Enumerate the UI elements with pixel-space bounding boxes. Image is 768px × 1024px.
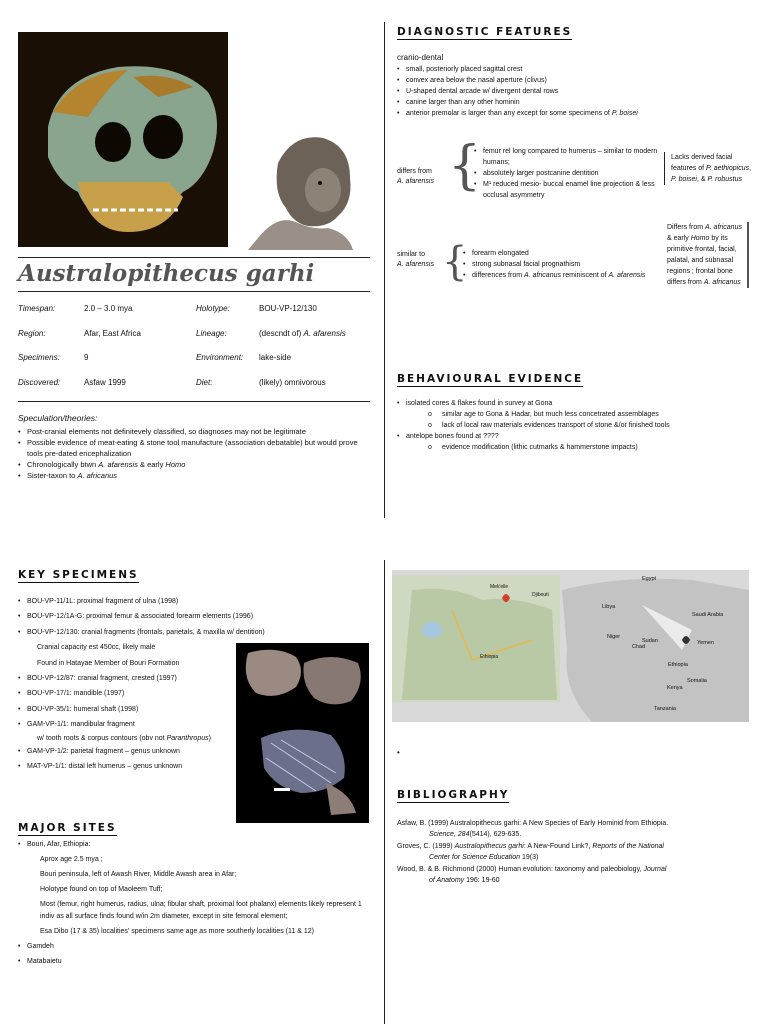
map-label: Somalia — [687, 678, 707, 684]
major-sites-heading: MAJOR SITES — [18, 822, 117, 834]
specimen-sub: w/ tooth roots & corpus contours (obv not Paranthropus) — [37, 734, 211, 742]
chrono-text: Chronologically btwn A. afarensis & early Homo — [27, 460, 186, 469]
differs-taxon: A. afarensis — [397, 178, 434, 185]
specimen-text: GAM-VP-1/1: mandibular fragment — [27, 721, 135, 729]
discovered-label: Discovered: — [18, 378, 61, 387]
map-label: Chad — [632, 644, 646, 650]
diagnostic-heading: DIAGNOSTIC FEATURES — [397, 26, 573, 38]
behaviour-item-2: antelope bones found at ???? — [406, 433, 499, 440]
lacks-derived-box: Lacks derived facial features of P. aethiopicus, P. boisei, & P. robustus — [664, 152, 753, 185]
discovered-value: Asfaw 1999 — [84, 378, 126, 387]
list-item: • BOU-VP-12/87: cranial fragment, crested (1997) — [18, 671, 318, 686]
list-item: • Possible evidence of meat-eating & stone tool manufacture (association debatable) but would prove tools pre-dated encephalization — [18, 437, 358, 459]
hominin-illustration — [238, 128, 368, 250]
map-label: Niger — [607, 634, 621, 640]
holotype-value: BOU-VP-12/130 — [259, 304, 317, 313]
speculation-heading: Speculation/theories: — [18, 413, 98, 423]
differs-text: differs from — [397, 168, 432, 175]
map-label: Kenya — [667, 685, 683, 691]
map-label: Ethiopia — [668, 662, 688, 668]
list-item: • Matabaietu — [18, 956, 370, 968]
similar-label — [397, 250, 434, 270]
list-item: • Gamdeh — [18, 941, 370, 953]
list-item: • anterior premolar is larger than any except for some specimens of P. boisei — [397, 108, 747, 119]
bibliography-list — [397, 818, 752, 886]
list-item: • absolutely larger postcanine dentition — [474, 168, 658, 179]
environment-label: Environment: — [196, 353, 244, 362]
differs-list — [474, 146, 658, 201]
list-item: • MAT-VP-1/1: distal left humerus – genus unknown — [18, 759, 318, 774]
map-label: Djibouti — [532, 592, 549, 598]
list-item — [18, 459, 358, 470]
list-item: o evidence modification (lithic cutmarks & hammerstone impacts) — [428, 442, 747, 453]
map-label: Ethiopia — [480, 654, 499, 660]
map-label: Tanzania — [654, 706, 677, 712]
specimen-text: BOU-VP-12/130: cranial fragments (frontals, parietals, & maxilla w/ dentition) — [27, 628, 265, 636]
behaviour-heading: BEHAVIOURAL EVIDENCE — [397, 373, 584, 385]
bib-entry: Groves, C. (1999) Australopithecus garhi: A New-Found Link?, Reports of the National Center for Science Education 19(3) — [397, 843, 664, 861]
diagnostic-list — [397, 64, 747, 119]
diet-value: (likely) omnivorous — [259, 378, 326, 387]
list-item — [18, 470, 358, 481]
map-label: Yemen — [697, 640, 714, 646]
list-item: • small, posteriorly placed sagittal crest — [397, 64, 747, 75]
speculation-list — [18, 426, 358, 481]
list-item — [18, 839, 370, 938]
vertical-divider-bottom — [384, 560, 385, 1024]
diet-label: Diet: — [196, 378, 213, 387]
holotype-label: Holotype: — [196, 304, 230, 313]
list-item: • strong subnasal facial prognathism — [463, 259, 653, 270]
list-item: • canine larger than any other hominin — [397, 97, 747, 108]
specimens-value: 9 — [84, 353, 89, 362]
behaviour-body — [397, 398, 747, 453]
timespan-value: 2.0 – 3.0 mya — [84, 304, 133, 313]
bullet-dot: • — [397, 748, 400, 757]
specimens-label: Specimens: — [18, 353, 60, 362]
lineage-taxon: A. afarensis — [303, 329, 346, 338]
map-label: Sudan — [642, 638, 658, 644]
list-item: • Post-cranial elements not definitevely classified, so diagnoses may not be legitimate — [18, 426, 358, 437]
behaviour-item-1: isolated cores & flakes found in survey at Gona — [406, 400, 553, 407]
site-detail: Holotype found on top of Maoleem Tuff; — [40, 886, 163, 893]
site-detail: Most (femur, right humerus, radius, ulna; fibular shaft, proximal foot phalanx) elements likely represent 1 indiv as all surface finds found w/in 2m diameter, except in site femoral element; — [40, 901, 362, 920]
bib-entry: Asfaw, B. (1999) Australopithecus garhi: A New Species of Early Hominid from Ethiopia. Science, 284(5414), 629-635. — [397, 820, 669, 838]
list-item: • BOU-VP-17/1: mandible (1997) — [18, 686, 318, 701]
list-item — [397, 431, 747, 453]
region-label: Region: — [18, 329, 46, 338]
map-label: Egypt — [642, 576, 657, 582]
list-item: o similar age to Gona & Hadar, but much less concetrated assemblages — [428, 409, 747, 420]
site-detail: Esa Dibo (17 & 35) localities' specimens same age as more southerly localities (11 & 12) — [40, 928, 314, 935]
list-item: • BOU-VP-35/1: humeral shaft (1998) — [18, 702, 318, 717]
vertical-divider-top — [384, 22, 385, 518]
list-item: • forearm elongated — [463, 248, 653, 259]
list-item: • convex area below the nasal aperture (clivus) — [397, 75, 747, 86]
specimen-sub: Found in Hatayae Member of Bouri Formation — [37, 659, 180, 667]
list-item: • U-shaped dental arcade w/ divergent dental rows — [397, 86, 747, 97]
site-detail: Bouri peninsula, left of Awash River, Middle Awash area in Afar; — [40, 871, 237, 878]
lineage-prefix: (descndt of) — [259, 329, 302, 338]
map-label: Mek'elle — [490, 584, 509, 590]
fields-divider — [18, 401, 370, 402]
similar-taxon: A. afarensis — [397, 261, 434, 268]
brace-1: { — [448, 136, 482, 196]
timespan-label: Timespan: — [18, 304, 56, 313]
map-label: Saudi Arabia — [692, 612, 724, 618]
sister-text: Sister-taxon to A. africanus — [27, 471, 118, 480]
map-label: Libya — [602, 604, 616, 610]
major-sites-body — [18, 839, 370, 968]
differs-homo-box: Differs from A. africanus & early Homo by its primitive frontal, facial, palatal, and subnasal regions ; frontal bone differs from A. africanus — [667, 222, 749, 288]
key-specimens-heading: KEY SPECIMENS — [18, 569, 139, 581]
list-item: • M¹ reduced mesio- buccal enamel line projection & less occlusal asymmetry — [474, 179, 658, 201]
similar-text: similar to — [397, 251, 426, 258]
cranio-dental-label: cranio-dental — [397, 53, 444, 62]
differs-label — [397, 167, 434, 187]
map-ethiopia — [392, 570, 749, 722]
list-item: • femur rel long compared to humerus – similar to modern humans; — [474, 146, 658, 168]
skull-photo — [18, 32, 228, 247]
bibliography-heading: BIBLIOGRAPHY — [397, 789, 510, 801]
brace-2: { — [442, 239, 468, 285]
environment-value: lake-side — [259, 353, 292, 362]
site-detail: Aprox age 2.5 mya ; — [40, 856, 103, 863]
list-item: • BOU-VP-11/1L: proximal fragment of ulna (1998) — [18, 594, 318, 609]
list-item: • GAM-VP-1/2: parietal fragment – genus unknown — [18, 744, 318, 759]
species-title: Australopithecus garhi — [18, 257, 370, 292]
list-item: o lack of local raw materials evidences transport of stone &/or finished tools — [428, 420, 747, 431]
list-item: • differences from A. africanus reminiscent of A. afarensis — [463, 270, 653, 281]
fossil-fragments-photo — [236, 643, 369, 823]
list-item — [397, 398, 747, 431]
region-value: Afar, East Africa — [84, 329, 141, 338]
lineage-label: Lineage: — [196, 329, 227, 338]
site-1: Bouri, Afar, Ethiopia: — [27, 841, 91, 848]
lineage-value — [259, 329, 346, 338]
similar-list — [463, 248, 653, 281]
specimen-sub: Cranial capacity est 450cc, likely male — [37, 644, 156, 652]
list-item: • BOU-VP-12/1A-G: proximal femur & associated forearm elements (1996) — [18, 609, 318, 624]
bib-entry: Wood, B. & B. Richmond (2000) Human evolution: taxonomy and paleobiology, Journal of Anatomy 196: 19-60 — [397, 866, 667, 884]
